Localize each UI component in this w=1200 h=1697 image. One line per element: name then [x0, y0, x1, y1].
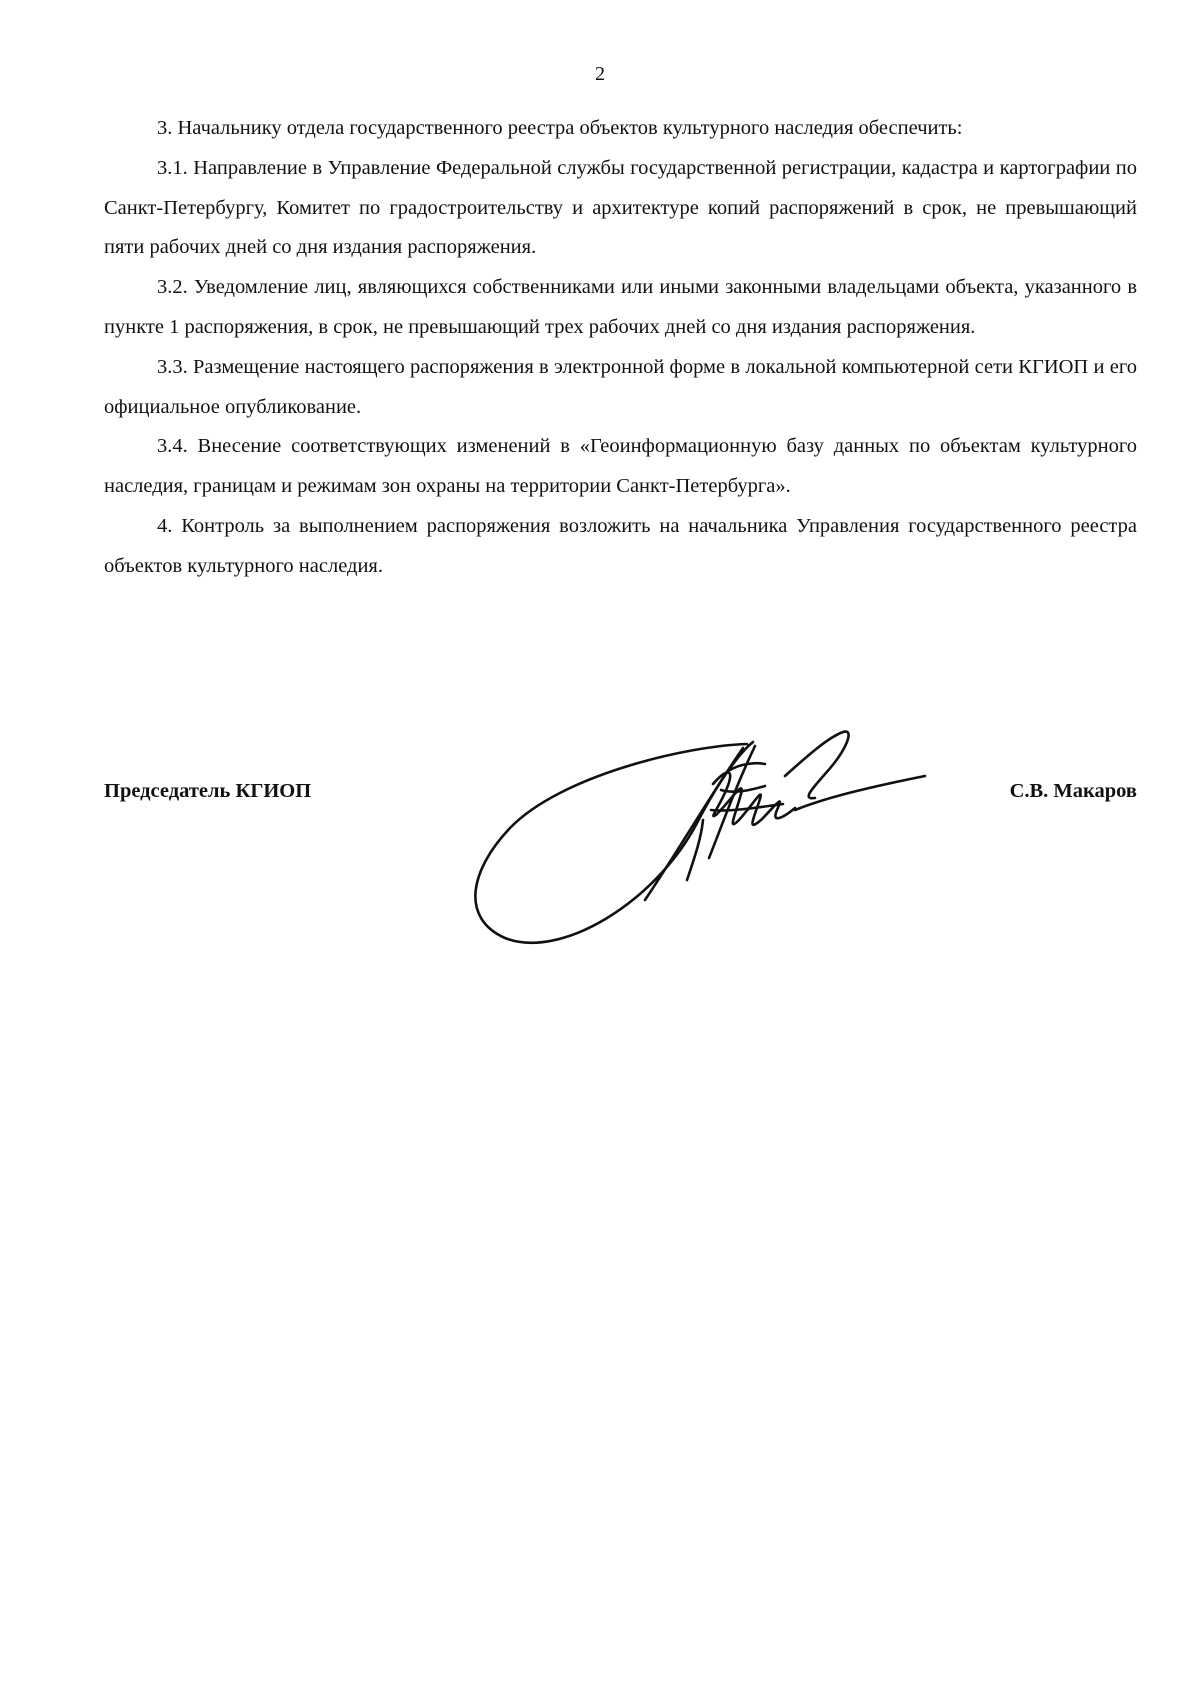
signer-position: Председатель КГИОП	[104, 780, 312, 802]
page-number: 2	[595, 63, 605, 85]
document-body	[104, 109, 1137, 587]
paragraph-3-1: 3.1. Направление в Управление Федеральной службы государственной регистрации, кадастра и картографии по Санкт-Петербургу, Комитет по градостроительству и архитектуре копий распоряжений в срок, не превышающий пяти рабочих дней со дня издания распоряжения.	[104, 156, 1137, 259]
paragraph-4: 4. Контроль за выполнением распоряжения возложить на начальника Управления государственного реестра объектов культурного наследия.	[104, 514, 1137, 577]
handwritten-signature	[465, 728, 945, 958]
paragraph-3-4: 3.4. Внесение соответствующих изменений в «Геоинформационную базу данных по объектам культурного наследия, границам и режимам зон охраны на территории Санкт-Петербурга».	[104, 435, 1137, 498]
signer-name: С.В. Макаров	[1009, 780, 1137, 802]
paragraph-3-3: 3.3. Размещение настоящего распоряжения в электронной форме в локальной компьютерной сети КГИОП и его официальное опубликование.	[104, 355, 1137, 418]
paragraph-3: 3. Начальнику отдела государственного реестра объектов культурного наследия обеспечить:	[157, 117, 963, 139]
paragraph-3-2: 3.2. Уведомление лиц, являющихся собственниками или иными законными владельцами объекта, указанного в пункте 1 распоряжения, в срок, не превышающий трех рабочих дней со дня издания распоряжения.	[104, 276, 1137, 338]
